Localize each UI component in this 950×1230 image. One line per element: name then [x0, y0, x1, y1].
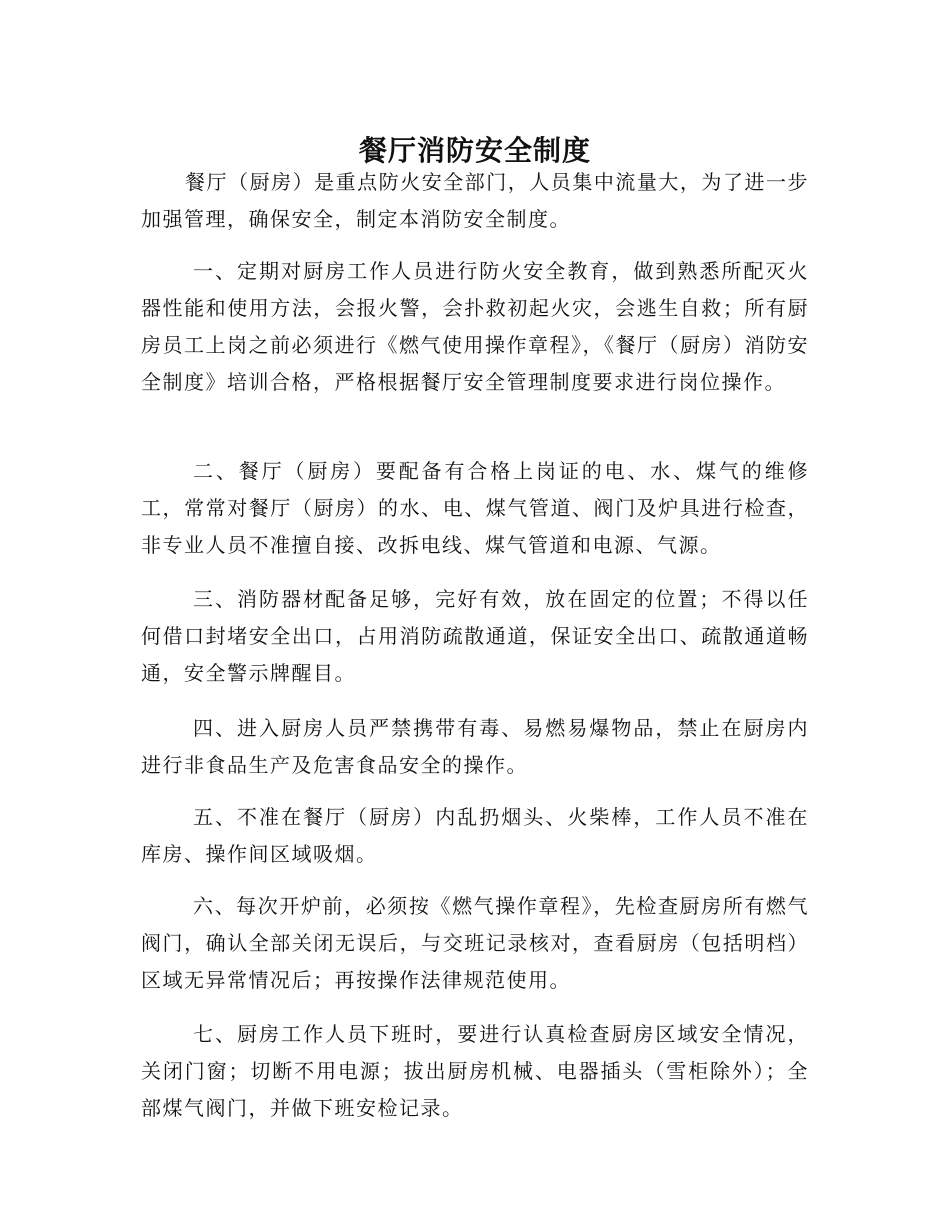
- document-title: 餐厅消防安全制度: [358, 133, 591, 167]
- rule-paragraph-1: 一、定期对厨房工作人员进行防火安全教育，做到熟悉所配灭火器性能和使用方法，会报火警，会扑救初起火灾，会逃生自救；所有厨房员工上岗之前必须进行《燃气使用操作章程》，《餐厅（厨房）消防安全制度》培训合格，严格根据餐厅安全管理制度要求进行岗位操作。: [141, 259, 809, 394]
- intro-paragraph: 餐厅（厨房）是重点防火安全部门，人员集中流量大，为了进一步加强管理，确保安全，制定本消防安全制度。: [141, 170, 809, 231]
- rule-paragraph-6: 六、每次开炉前，必须按《燃气操作章程》，先检查厨房所有燃气阀门，确认全部关闭无误后，与交班记录核对，查看厨房（包括明档）区域无异常情况后；再按操作法律规范使用。: [141, 894, 809, 992]
- rule-paragraph-7: 七、厨房工作人员下班时，要进行认真检查厨房区域安全情况，关闭门窗；切断不用电源；拔出厨房机械、电器插头（雪柜除外）；全部煤气阀门，并做下班安检记录。: [141, 1022, 809, 1120]
- rule-paragraph-3: 三、消防器材配备足够，完好有效，放在固定的位置；不得以任何借口封堵安全出口，占用消防疏散通道，保证安全出口、疏散通道畅通，安全警示牌醒目。: [141, 587, 809, 685]
- rule-paragraph-4: 四、进入厨房人员严禁携带有毒、易燃易爆物品，禁止在厨房内进行非食品生产及危害食品安全的操作。: [141, 716, 809, 777]
- rule-paragraph-2: 二、餐厅（厨房）要配备有合格上岗证的电、水、煤气的维修工，常常对餐厅（厨房）的水、电、煤气管道、阀门及炉具进行检查，非专业人员不准擅自接、改拆电线、煤气管道和电源、气源。: [141, 459, 809, 557]
- rule-paragraph-5: 五、不准在餐厅（厨房）内乱扔烟头、火柴棒，工作人员不准在库房、操作间区域吸烟。: [141, 805, 809, 866]
